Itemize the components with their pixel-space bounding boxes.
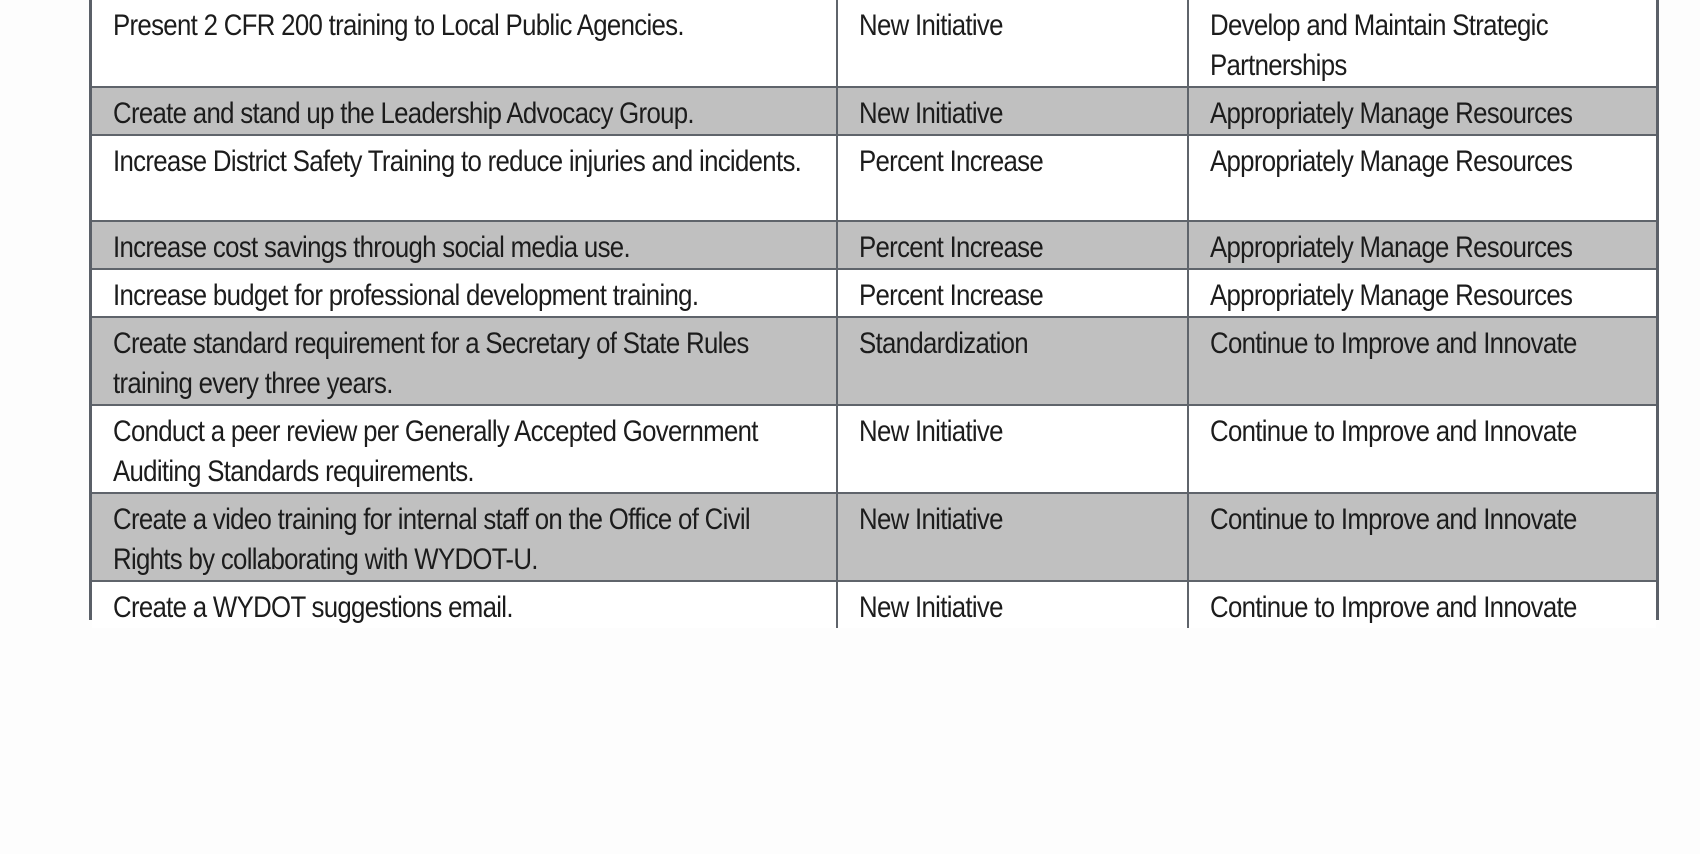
measure-cell: New Initiative (837, 493, 1188, 581)
goal-cell: Increase cost savings through social media use. (92, 221, 837, 269)
measure-cell: Percent Increase (837, 269, 1188, 317)
table-row (92, 221, 1656, 269)
measure-cell: New Initiative (837, 581, 1188, 628)
measure-cell: Percent Increase (837, 135, 1188, 221)
table-row (92, 0, 1656, 87)
table-row (92, 317, 1656, 405)
goal-cell: Conduct a peer review per Generally Accepted Government Auditing Standards requirements. (92, 405, 837, 493)
table-row (92, 269, 1656, 317)
strategy-cell: Develop and Maintain Strategic Partnerships (1188, 0, 1656, 87)
goal-cell: Create a video training for internal staff on the Office of Civil Rights by collaborating with WYDOT-U. (92, 493, 837, 581)
strategy-cell: Continue to Improve and Innovate (1188, 405, 1656, 493)
goal-cell: Increase budget for professional development training. (92, 269, 837, 317)
measure-cell: Standardization (837, 317, 1188, 405)
measure-cell: New Initiative (837, 87, 1188, 135)
measure-cell: Percent Increase (837, 221, 1188, 269)
goal-cell: Create and stand up the Leadership Advocacy Group. (92, 87, 837, 135)
table-row (92, 581, 1656, 628)
goal-cell: Create standard requirement for a Secretary of State Rules training every three years. (92, 317, 837, 405)
table-row (92, 135, 1656, 221)
table-row (92, 87, 1656, 135)
goal-cell: Create a WYDOT suggestions email. (92, 581, 837, 628)
table-row (92, 405, 1656, 493)
strategy-cell: Continue to Improve and Innovate (1188, 493, 1656, 581)
strategy-cell: Appropriately Manage Resources (1188, 221, 1656, 269)
table-row (92, 493, 1656, 581)
initiatives-table-container (89, 0, 1659, 624)
goal-cell: Present 2 CFR 200 training to Local Public Agencies. (92, 0, 837, 87)
strategy-cell: Continue to Improve and Innovate (1188, 317, 1656, 405)
strategy-cell: Appropriately Manage Resources (1188, 269, 1656, 317)
strategy-cell: Appropriately Manage Resources (1188, 135, 1656, 221)
strategy-cell: Appropriately Manage Resources (1188, 87, 1656, 135)
initiatives-table (92, 0, 1656, 628)
measure-cell: New Initiative (837, 0, 1188, 87)
strategy-cell: Continue to Improve and Innovate (1188, 581, 1656, 628)
goal-cell: Increase District Safety Training to reduce injuries and incidents. (92, 135, 837, 221)
measure-cell: New Initiative (837, 405, 1188, 493)
